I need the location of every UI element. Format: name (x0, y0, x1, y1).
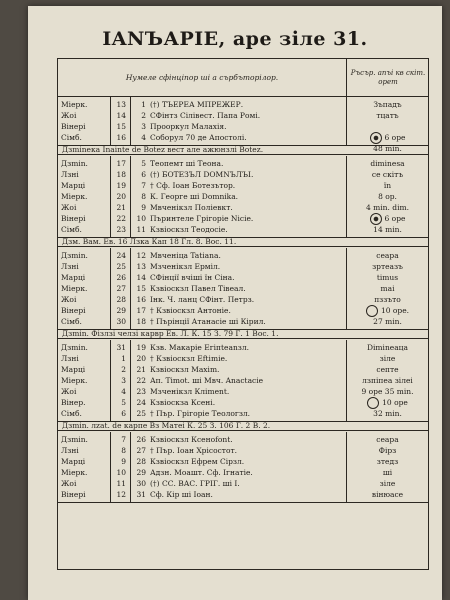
calendar-row (58, 434, 346, 445)
saint-name: Адзн. Моашт. Сф. Ігнатіе. (150, 468, 253, 477)
old-style-date: 25 (136, 409, 146, 418)
calendar-row (58, 121, 346, 132)
new-style-date: 23 (116, 225, 126, 234)
sunrise-line: зртеазъ (372, 262, 403, 271)
saint-name: † Пър. Грігоріе Теологзл. (150, 409, 251, 418)
sunrise-line: сеара (376, 435, 399, 444)
sunrise-line: 48 min. (373, 144, 402, 153)
saint-name: (†) ТЪЕРЕА МПРЕЖЕР. (150, 100, 244, 109)
new-style-date: 26 (116, 273, 126, 282)
calendar-row (58, 386, 346, 397)
calendar-row (58, 305, 346, 316)
weekday-label: Марці (61, 181, 86, 190)
new-style-date: 11 (116, 479, 126, 488)
page-title: IANЪАРІЕ, аре зіле 31. (102, 28, 368, 50)
new-style-date: 8 (121, 446, 126, 455)
sunrise-line: пззъто (374, 295, 401, 304)
old-style-date: 31 (136, 490, 146, 499)
sunrise-line: mai (380, 284, 395, 293)
weekday-label: Марці (61, 273, 86, 282)
weekday-label: Міерк. (61, 284, 88, 293)
old-style-date: 11 (136, 225, 146, 234)
weekday-label: Сімб. (61, 133, 82, 142)
saint-name: Мвченіца Tatiana. (150, 251, 221, 260)
new-style-date: 21 (116, 203, 126, 212)
weekday-label: Вінер. (61, 398, 86, 407)
calendar-row (58, 158, 346, 169)
saint-name: Кзвіоскзл Maxim. (150, 365, 220, 374)
weekday-label: Лзні (61, 446, 79, 455)
saint-name: Кзвіоскза Ксені. (150, 398, 216, 407)
old-style-date: 26 (136, 435, 146, 444)
weekday-label: Вінері (61, 490, 86, 499)
saint-name: Мвченікзл Поліевкт. (150, 203, 233, 212)
calendar-row (58, 397, 346, 408)
calendar-row (58, 110, 346, 121)
sunrise-info (346, 432, 428, 502)
calendar-row (58, 489, 346, 500)
sunrise-line: timus (376, 273, 399, 282)
weekday-label: Дзmin. (61, 435, 88, 444)
old-style-date: 16 (136, 295, 146, 304)
new-style-date: 25 (116, 262, 126, 271)
weekday-label: Міерк. (61, 376, 88, 385)
calendar-table (57, 58, 429, 570)
saint-name: Кзвіоскзл Ефрем Сірзл. (150, 457, 245, 466)
old-style-date: 24 (136, 398, 146, 407)
calendar-row (58, 375, 346, 386)
weekday-label: Марці (61, 457, 86, 466)
weekday-label: Міерк. (61, 100, 88, 109)
sunrise-line: diminesa (370, 159, 405, 168)
saint-name: СФінтз Сілівест. Папа Ромі. (150, 111, 261, 120)
calendar-row (58, 478, 346, 489)
weekday-label: Вінері (61, 306, 86, 315)
sunrise-info (346, 248, 428, 329)
calendar-row (58, 99, 346, 110)
old-style-date: 7 (141, 181, 146, 190)
old-style-date: 1 (141, 100, 146, 109)
saint-name: (†) СС. ВАС. ГРІГ. ші І. (150, 479, 240, 488)
new-style-date: 15 (116, 122, 126, 131)
new-style-date: 10 (116, 468, 126, 477)
week-banner: Дзminека Inainte de Botez вест але ажюнзлі Botez. (58, 145, 428, 155)
weekday-label: Дзmin. (61, 343, 88, 352)
new-style-date: 2 (121, 365, 126, 374)
saint-name: Мзченікзл Кліment. (150, 387, 230, 396)
saint-name: Кзвіоскзл Теодосіе. (150, 225, 228, 234)
saint-name: † Кзвіоскзл Еftimie. (150, 354, 228, 363)
sunrise-line: зіле (379, 354, 396, 363)
calendar-row (58, 169, 346, 180)
saint-name: Прооркул Малахія. (150, 122, 227, 131)
new-style-date: 19 (116, 181, 126, 190)
saint-name: Кзвіоскзл Павел Тівеал. (150, 284, 246, 293)
new-style-date: 17 (116, 159, 126, 168)
week-banner: Дзм. Вам. Ев. 16 Лзка Кап 18 Гл. 8. Вос. 11. (58, 237, 428, 247)
calendar-row (58, 467, 346, 478)
calendar-row (58, 261, 346, 272)
sunrise-info (346, 97, 428, 153)
old-style-date: 12 (136, 251, 146, 260)
calendar-page (28, 6, 442, 600)
weekday-label: Лзні (61, 170, 79, 179)
new-style-date: 27 (116, 284, 126, 293)
new-style-date: 16 (116, 133, 126, 142)
calendar-row (58, 294, 346, 305)
new-style-date: 20 (116, 192, 126, 201)
calendar-row (58, 445, 346, 456)
sunrise-line: 4 min. dim. (366, 203, 409, 212)
saint-name: † Сф. Іоан Ботезътор. (150, 181, 236, 190)
new-style-date: 1 (121, 354, 126, 363)
calendar-row (58, 272, 346, 283)
old-style-date: 14 (136, 273, 146, 282)
old-style-date: 15 (136, 284, 146, 293)
new-style-date: 24 (116, 251, 126, 260)
saint-name: Кзв. Макаріе Егіпteanзл. (150, 343, 250, 352)
old-style-date: 27 (136, 446, 146, 455)
calendar-row (58, 250, 346, 261)
new-style-date: 22 (116, 214, 126, 223)
saint-name: (†) БОТЕЗЪЛ DOMNЪЛЪІ. (150, 170, 254, 179)
calendar-row (58, 283, 346, 294)
old-style-date: 28 (136, 457, 146, 466)
weekday-label: Жоі (61, 387, 77, 396)
sunrise-info (346, 340, 428, 421)
new-style-date: 6 (121, 409, 126, 418)
sunrise-line: септе (376, 365, 399, 374)
saint-name: Кзвіоскзл Ксеноfont. (150, 435, 233, 444)
sunrise-line: сеара (376, 251, 399, 260)
saint-name: К. Георге ші Domnika. (150, 192, 239, 201)
sunrise-line: 14 min. (373, 225, 402, 234)
header-sunrise: Ръсър. апъі кв скіт. орет (346, 59, 429, 96)
saint-name: СФінції вчіші їн Сіна. (150, 273, 235, 282)
header-names: Нумеле сфінціпор ші а сърбъторілор. (125, 73, 279, 82)
week-banner: Дзmin. лzat. de карпе Вз Матеі К. 25 З. 106 Г. 2 В. 2. (58, 421, 428, 431)
sunrise-line: 10 оре. (347, 305, 428, 316)
weekday-label: Жоі (61, 203, 77, 212)
new-style-date: 12 (116, 490, 126, 499)
sunrise-line: Diminеаца (367, 343, 408, 352)
saint-name: Пъринтеле Грігоріе Nicie. (150, 214, 254, 223)
sunrise-line (347, 121, 428, 132)
weekday-label: Сімб. (61, 317, 82, 326)
sunrise-line: 27 min. (373, 317, 402, 326)
weekday-label: Вінері (61, 122, 86, 131)
sunrise-line: тцатъ (376, 111, 399, 120)
week-section (58, 248, 428, 330)
new-style-date: 28 (116, 295, 126, 304)
old-style-date: 4 (141, 133, 146, 142)
table-header (58, 59, 428, 97)
sunrise-line: 6 оре (347, 132, 428, 143)
saint-name: Інк. Ч. ланц СФінт. Петрз. (150, 295, 255, 304)
week-section (58, 156, 428, 238)
old-style-date: 3 (141, 122, 146, 131)
old-style-date: 2 (141, 111, 146, 120)
sunrise-line: лзпіпеа зілеі (362, 376, 413, 385)
saint-name: Теопемт ші Теона. (150, 159, 224, 168)
weekday-label: Міерк. (61, 192, 88, 201)
weekday-label: Марці (61, 365, 86, 374)
new-style-date: 14 (116, 111, 126, 120)
weekday-label: Сімб. (61, 225, 82, 234)
weekday-label: Лзні (61, 262, 79, 271)
calendar-row (58, 202, 346, 213)
calendar-row (58, 224, 346, 235)
week-section (58, 432, 428, 503)
new-style-date: 4 (121, 387, 126, 396)
sunrise-line: 10 оре (347, 397, 428, 408)
sunrise-line: ші (382, 468, 393, 477)
old-style-date: 19 (136, 343, 146, 352)
old-style-date: 20 (136, 354, 146, 363)
sunrise-line: 9 оре 35 min. (361, 387, 414, 396)
calendar-row (58, 191, 346, 202)
weekday-label: Жоі (61, 111, 77, 120)
calendar-row (58, 456, 346, 467)
new-style-date: 5 (121, 398, 126, 407)
new-style-date: 3 (121, 376, 126, 385)
old-style-date: 8 (141, 192, 146, 201)
old-style-date: 6 (141, 170, 146, 179)
weekday-label: Вінері (61, 214, 86, 223)
sunrise-info (346, 156, 428, 237)
weekday-label: Сімб. (61, 409, 82, 418)
calendar-row (58, 316, 346, 327)
sunrise-line: Зъпадъ (373, 100, 402, 109)
saint-name: Ап. Тimot. ші Мвч. Anactacie (150, 376, 264, 385)
sunrise-line: 6 оре (347, 213, 428, 224)
new-style-date: 29 (116, 306, 126, 315)
old-style-date: 18 (136, 317, 146, 326)
saint-name: Соборул 70 де Апостолі. (150, 133, 247, 142)
weekday-label: Жоі (61, 479, 77, 488)
new-style-date: 30 (116, 317, 126, 326)
old-style-date: 29 (136, 468, 146, 477)
old-style-date: 30 (136, 479, 146, 488)
saint-name: Сф. Кір ші Іоан. (150, 490, 213, 499)
saint-name: † Пър. Іоан Хрісостот. (150, 446, 238, 455)
sunrise-line: се скітъ (371, 170, 404, 179)
old-style-date: 21 (136, 365, 146, 374)
sunrise-line: 32 min. (373, 409, 402, 418)
sunrise-line: вінюасе (371, 490, 404, 499)
old-style-date: 9 (141, 203, 146, 212)
new-style-date: 7 (121, 435, 126, 444)
saint-name: † Кзвіоскзл Антоніе. (150, 306, 231, 315)
weekday-label: Лзні (61, 354, 79, 363)
calendar-row (58, 353, 346, 364)
old-style-date: 22 (136, 376, 146, 385)
calendar-row (58, 408, 346, 419)
new-style-date: 9 (121, 457, 126, 466)
sunrise-line: зіле (379, 479, 396, 488)
old-style-date: 17 (136, 306, 146, 315)
sunrise-line: Фірз (378, 446, 397, 455)
weekday-label: Дзmin. (61, 251, 88, 260)
sunrise-line: їn (383, 181, 392, 190)
weekday-label: Дзmin. (61, 159, 88, 168)
calendar-row (58, 132, 346, 143)
saint-name: Мзченікзл Ерміл. (150, 262, 221, 271)
new-style-date: 13 (116, 100, 126, 109)
old-style-date: 10 (136, 214, 146, 223)
sunrise-line: 8 op. (378, 192, 397, 201)
week-section (58, 340, 428, 422)
old-style-date: 23 (136, 387, 146, 396)
calendar-row (58, 364, 346, 375)
saint-name: † Пърінції Атанасіе ші Кірил. (150, 317, 266, 326)
calendar-row (58, 342, 346, 353)
new-style-date: 18 (116, 170, 126, 179)
old-style-date: 13 (136, 262, 146, 271)
old-style-date: 5 (141, 159, 146, 168)
weekday-label: Міерк. (61, 468, 88, 477)
calendar-row (58, 213, 346, 224)
week-banner: Дзmin. Фізлзі челзі карвр Ев. Л. К. 15 З. 79 Г. 1 Вос. 1. (58, 329, 428, 339)
sunrise-line: зтедз (376, 457, 399, 466)
weekday-label: Жоі (61, 295, 77, 304)
new-style-date: 31 (116, 343, 126, 352)
calendar-row (58, 180, 346, 191)
